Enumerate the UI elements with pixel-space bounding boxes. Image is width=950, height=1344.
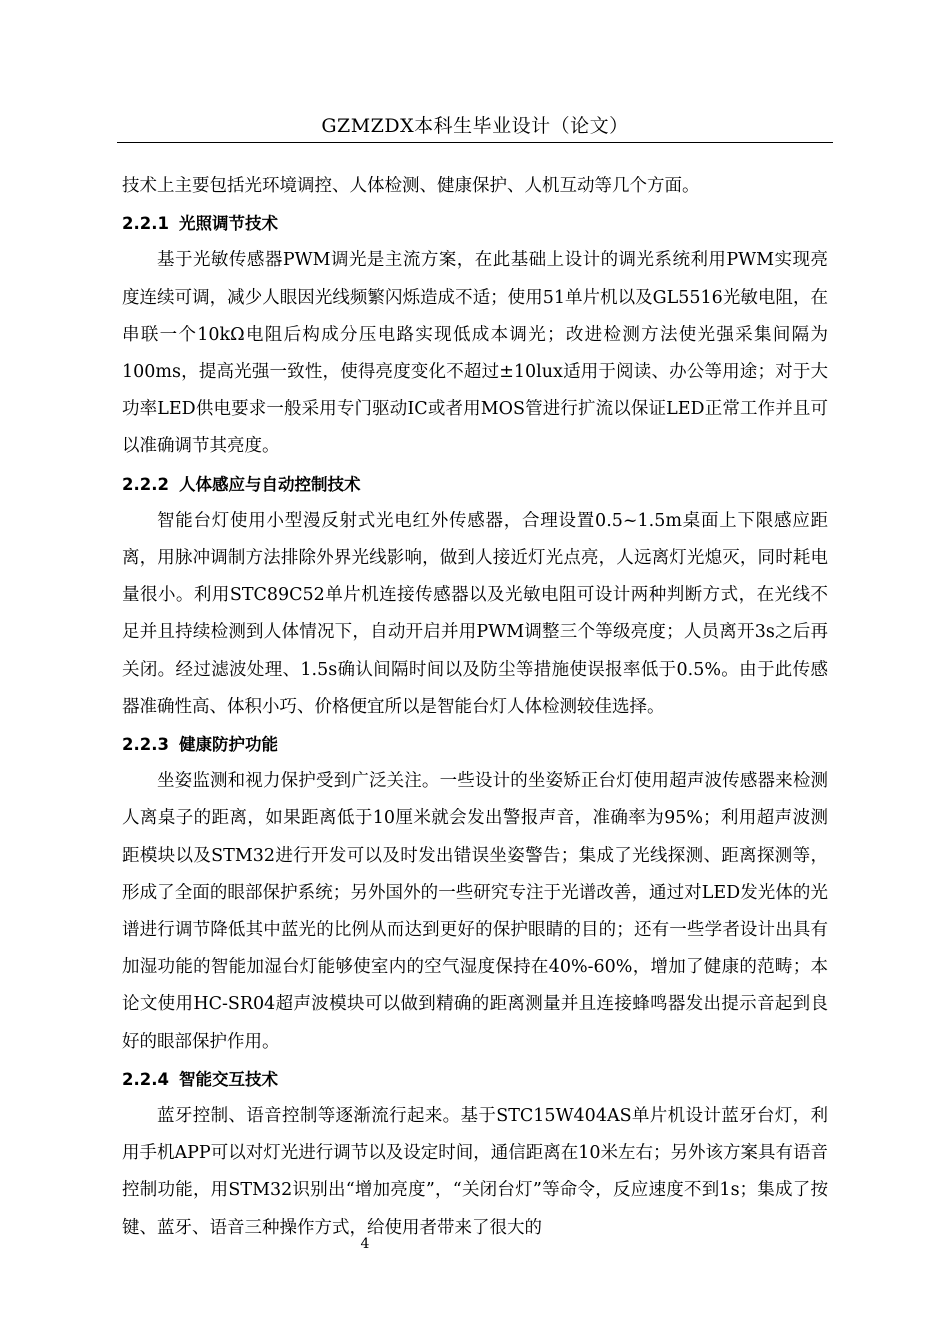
section-heading-2-2-3 — [122, 726, 828, 763]
section-heading-2-2-1 — [122, 205, 828, 242]
section-number: 2.2.3 — [122, 735, 169, 755]
section-number: 2.2.4 — [122, 1069, 169, 1089]
page-header-title: GZMZDX本科生毕业设计（论文） — [321, 115, 629, 137]
section-paragraph: 智能台灯使用小型漫反射式光电红外传感器，合理设置0.5~1.5m桌面上下限感应距离，用脉冲调制方法排除外界光线影响，做到人接近灯光点亮，人远离灯光熄灭，同时耗电量很小。利用STC89C52单片机连接传感器以及光敏电阻可设计两种判断方式，在光线不足并且持续检测到人体情况下，自动开启并用PWM调整三个等级亮度；人员离开3s之后再关闭。经过滤波处理、1.5s确认间隔时间以及防尘等措施使误报率低于0.5%。由于此传感器准确性高、体积小巧、价格便宜所以是智能台灯人体检测较佳选择。 — [122, 510, 828, 717]
section-title: 人体感应与自动控制技术 — [178, 474, 361, 494]
header-divider — [117, 142, 833, 143]
section-paragraph: 基于光敏传感器PWM调光是主流方案，在此基础上设计的调光系统利用PWM实现亮度连续可调，减少人眼因光线频繁闪烁造成不适；使用51单片机以及GL5516光敏电阻，在串联一个10kΩ电阻后构成分压电路实现低成本调光；改进检测方法使光强采集间隔为100ms，提高光强一致性，使得亮度变化不超过±10lux适用于阅读、办公等用途；对于大功率LED供电要求一般采用专门驱动IC或者用MOS管进行扩流以保证LED正常工作并且可以准确调节其亮度。 — [122, 250, 828, 457]
section-paragraph: 蓝牙控制、语音控制等逐渐流行起来。基于STC15W404AS单片机设计蓝牙台灯，利用手机APP可以对灯光进行调节以及设定时间，通信距离在10米左右；另外该方案具有语音控制功能，用STM32识别出“增加亮度”，“关闭台灯”等命令，反应速度不到1s；集成了按键、蓝牙、语音三种操作方式，给使用者带来了很大的 — [122, 1106, 828, 1238]
section-number: 2.2.2 — [122, 474, 169, 494]
section-title: 光照调节技术 — [178, 214, 278, 234]
intro-paragraph: 技术上主要包括光环境调控、人体检测、健康保护、人机互动等几个方面。 — [122, 176, 700, 196]
page-number: 4 — [360, 1236, 370, 1252]
section-heading-2-2-4 — [122, 1061, 828, 1098]
section-title: 健康防护功能 — [178, 735, 278, 755]
section-heading-2-2-2 — [122, 466, 828, 503]
section-title: 智能交互技术 — [178, 1069, 278, 1089]
page-body — [122, 168, 828, 1247]
section-number: 2.2.1 — [122, 214, 169, 234]
section-paragraph: 坐姿监测和视力保护受到广泛关注。一些设计的坐姿矫正台灯使用超声波传感器来检测人离桌子的距离，如果距离低于10厘米就会发出警报声音，准确率为95%；利用超声波测距模块以及STM32进行开发可以及时发出错误坐姿警告；集成了光线探测、距离探测等，形成了全面的眼部保护系统；另外国外的一些研究专注于光谱改善，通过对LED发光体的光谱进行调节降低其中蓝光的比例从而达到更好的保护眼睛的目的；还有一些学者设计出具有加湿功能的智能加湿台灯能够使室内的空气湿度保持在40%-60%，增加了健康的范畴；本论文使用HC-SR04超声波模块可以做到精确的距离测量并且连接蜂鸣器发出提示音起到良好的眼部保护作用。 — [122, 771, 828, 1052]
